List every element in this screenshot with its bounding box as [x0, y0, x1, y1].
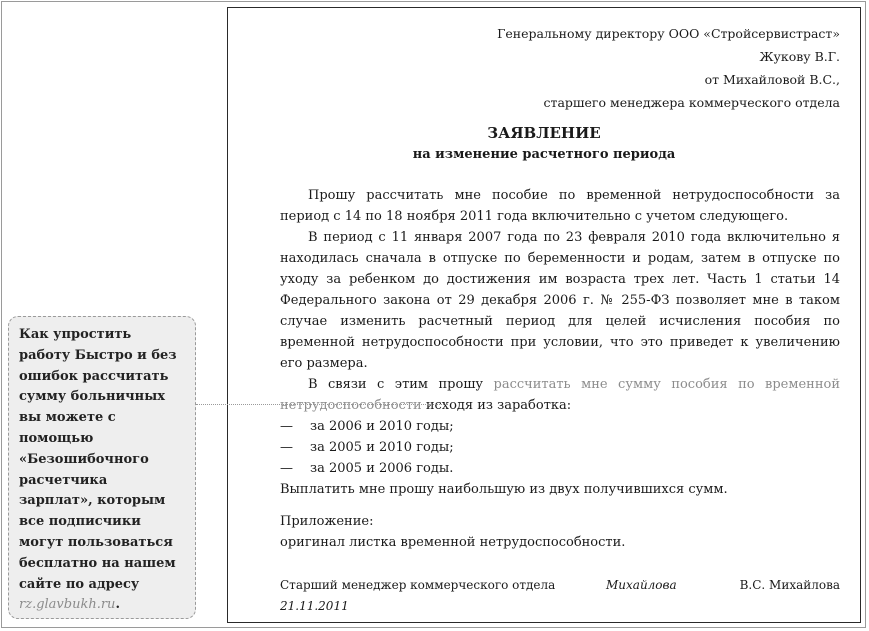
- list-item-text: за 2005 и 2010 годы;: [310, 440, 454, 455]
- signature-handwritten: Михайлова: [606, 578, 677, 592]
- paragraph-calculation-request: [280, 374, 840, 416]
- signer-name: В.С. Михайлова: [739, 578, 840, 592]
- document-page: [227, 7, 861, 623]
- document-title: ЗАЯВЛЕНИЕ: [487, 124, 601, 142]
- tip-end: .: [115, 597, 120, 613]
- callout-connector: [196, 404, 448, 405]
- list-item: [280, 437, 840, 458]
- signature-date: 21.11.2011: [280, 599, 349, 613]
- addressee-line-3: от Михайловой В.С.,: [704, 72, 840, 87]
- tip-body: Как упростить работу Быстро и без ошибок рассчитать сумму больничных вы можете с помощью «Безошибочного расчетчика зарплат», которым все подписчики могут пользоваться бесплатно на нашем сайте по адресу: [19, 327, 177, 592]
- appendix-label: Приложение:: [280, 514, 374, 529]
- paragraph-payout: Выплатить мне прошу наибольшую из двух получившихся сумм.: [280, 482, 728, 497]
- signature-row: [280, 575, 840, 596]
- dash-mark: —: [280, 419, 293, 434]
- signature-block: [280, 575, 840, 617]
- paragraph-calculation-start: В связи с этим прошу: [308, 377, 494, 392]
- tip-text: [19, 325, 185, 616]
- addressee-line-4: старшего менеджера коммерческого отдела: [543, 95, 840, 110]
- list-item: [280, 458, 840, 479]
- tip-sidebar: [8, 316, 196, 619]
- paragraph-leave-period: В период с 11 января 2007 года по 23 февраля 2010 года включительно я находилась сначала в отпуске по беременности и родам, затем в отпуске по уходу за ребенком до достижения им возраста трех лет. Часть 1 статьи 14 Федерального закона от 29 декабря 2006 г. № 255-ФЗ позволяет мне в таком случае изменить расчетный период для целей исчисления пособия по временной нетрудоспособности при условии, что это приведет к увеличению его размера.: [280, 230, 840, 371]
- list-item-text: за 2005 и 2006 годы.: [310, 461, 454, 476]
- dash-mark: —: [280, 440, 293, 455]
- list-item: [280, 416, 840, 437]
- addressee-block: [497, 22, 840, 114]
- addressee-line-2: Жукову В.Г.: [759, 49, 840, 64]
- signer-position: Старший менеджер коммерческого отдела: [280, 578, 556, 592]
- addressee-line-1: Генеральному директору ООО «Стройсервистраст»: [497, 26, 840, 41]
- dash-mark: —: [280, 461, 293, 476]
- paragraph-request: Прошу рассчитать мне пособие по временной нетрудоспособности за период с 14 по 18 ноября 2011 года включительно с учетом следующего.: [280, 188, 840, 224]
- document-subtitle: на изменение расчетного периода: [412, 147, 676, 162]
- tip-link[interactable]: rz.glavbukh.ru: [19, 597, 116, 613]
- paragraph-calculation-end: исходя из заработка:: [421, 398, 572, 413]
- document-body: [280, 185, 840, 553]
- appendix-text: оригинал листка временной нетрудоспособности.: [280, 535, 626, 550]
- highlighted-phrase: рассчитать мне сумму пособия по временной нетрудоспособности: [280, 377, 840, 413]
- list-item-text: за 2006 и 2010 годы;: [310, 419, 454, 434]
